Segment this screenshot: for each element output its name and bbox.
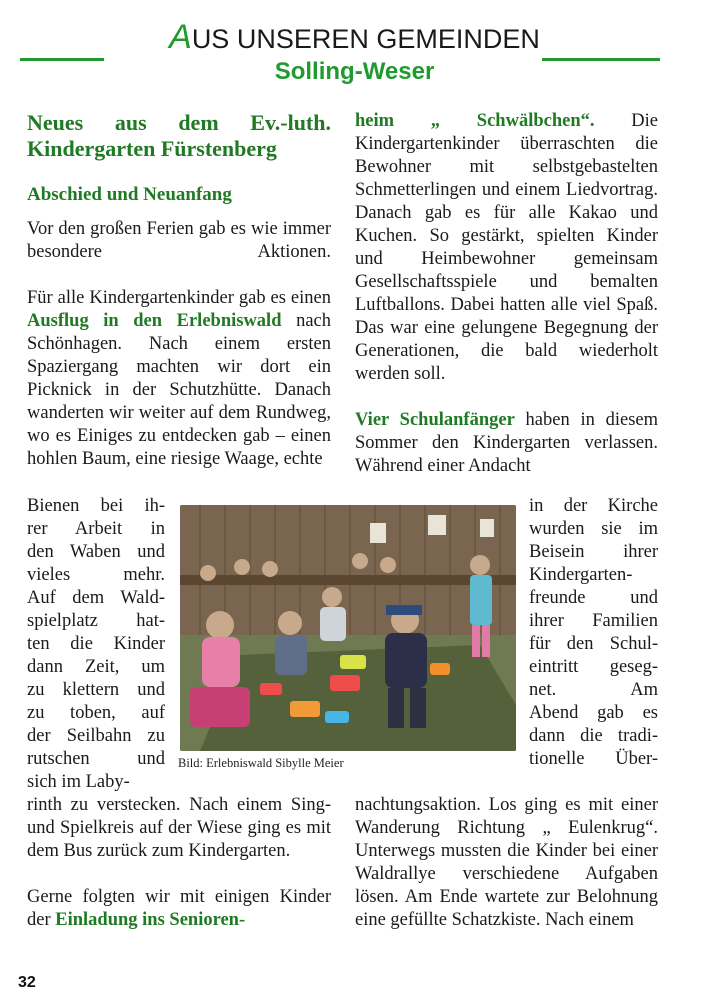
school-starters-highlight: Vier Schulanfänger	[355, 410, 515, 430]
wrap-line: ihrer Familien	[529, 611, 658, 631]
paragraph-intro: Vor den großen Ferien gab es wie immer besondere Aktionen.	[27, 219, 331, 262]
section-title	[0, 18, 709, 57]
section-subtitle: Solling-Weser	[274, 58, 435, 85]
excursion-text-b: nach Schönhagen. Nach einem ersten Spaziergang machten wir dort ein Picknick in der Schutzhütte. Danach wanderten wir weiter auf dem Rundweg, wo es Einiges zu entdecken gab – einen hohlen Baum, eine riesige Waage, echte	[27, 311, 332, 469]
right-column	[355, 110, 658, 478]
wrap-line: den Waben und	[27, 542, 165, 562]
paragraph-schwalbchen	[355, 110, 658, 386]
wrap-line: vieles mehr.	[27, 565, 165, 585]
left-column	[27, 110, 331, 471]
wrap-line: Bienen bei ih-	[27, 496, 165, 516]
excursion-text-a: Für alle Kindergartenkinder gab es einen	[27, 288, 331, 308]
wrap-line: spielplatz hat-	[27, 611, 165, 631]
photo-caption: Bild: Erlebniswald Sibylle Meier	[178, 756, 344, 770]
excursion-highlight: Ausflug in den Erlebniswald	[27, 311, 282, 331]
paragraph-overnight: nachtungsaktion. Los ging es mit einer Wanderung Richtung „ Eulenkrug“. Unterwegs mussten die Kinder bei einer Waldrallye verschiedene Aufgaben lösen. Am Ende wartete zur Belohnung eine gefüllte Schatzkiste. Nach einem	[355, 795, 658, 930]
paragraph-excursion-end: rinth zu verstecken. Nach einem Sing- und Spielkreis auf der Wiese ging es mit dem Bus zurück zum Kindergarten.	[27, 795, 331, 861]
right-wrap-column	[529, 495, 658, 771]
wrap-line: der Seilbahn zu	[27, 726, 165, 746]
title-rest: US UNSEREN GEMEINDEN	[191, 24, 540, 54]
wrap-line: freunde und	[529, 588, 658, 608]
wrap-line: dann die tradi-	[529, 726, 658, 746]
article-subhead: Abschied und Neuanfang	[27, 184, 232, 205]
paragraph-school-starters	[355, 409, 658, 478]
wrap-line: Kindergarten-	[529, 565, 633, 585]
wrap-line: rer Arbeit in	[27, 519, 165, 539]
senior-highlight: Einladung ins Senioren-	[55, 910, 246, 930]
wrap-line: net. Am	[529, 680, 658, 700]
wrap-line: wurden sie im	[529, 519, 658, 539]
right-column-lower	[355, 794, 658, 932]
wrap-line: zu toben, auf	[27, 703, 165, 723]
schwalbchen-text: Die Kindergartenkinder überraschten die Bewohner mit selbstgebastelten Schmetterlingen und einem Liedvortrag. Danach gab es für alle Kakao und Kuchen. So gestärkt, spielten Kinder und Heimbewohner gemeinsam Gesellschaftsspiele und bemalten Luftballons. Dabei hatten alle viel Spaß. Das war eine gelungene Begegnung der Generationen, die bald wiederholt werden soll.	[355, 111, 658, 384]
page-number: 32	[18, 974, 36, 991]
wrap-line: Beisein ihrer	[529, 542, 658, 562]
title-initial: A	[169, 18, 192, 56]
wrap-line: für den Schul-	[529, 634, 658, 654]
article-headline: Neues aus dem Ev.-luth. Kindergarten Fürstenberg	[27, 110, 331, 161]
paragraph-excursion	[27, 287, 331, 471]
senior-text: Gerne folgten wir mit einigen Kinder der	[27, 887, 331, 930]
left-column-lower	[27, 794, 331, 932]
wrap-line: tionelle Über-	[529, 749, 658, 769]
wrap-line: in der Kirche	[529, 496, 658, 516]
wrap-line: Auf dem Wald-	[27, 588, 165, 608]
paragraph-senior-home	[27, 886, 331, 932]
wrap-line: Abend gab es	[529, 703, 658, 723]
wrap-line: zu klettern und	[27, 680, 165, 700]
school-starters-text: haben in diesem Sommer den Kindergarten verlassen. Während einer Andacht	[355, 410, 658, 476]
wrap-line: rutschen und	[27, 749, 165, 769]
wrap-line: dann Zeit, um	[27, 657, 165, 677]
wrap-line: eintritt geseg-	[529, 657, 658, 677]
wrap-line: ten die Kinder	[27, 634, 165, 654]
schwalbchen-highlight: heim „ Schwälbchen“.	[355, 111, 595, 131]
kindergarten-photo	[180, 505, 516, 751]
wrap-line: sich im Laby-	[27, 772, 130, 792]
left-wrap-column	[27, 495, 165, 794]
